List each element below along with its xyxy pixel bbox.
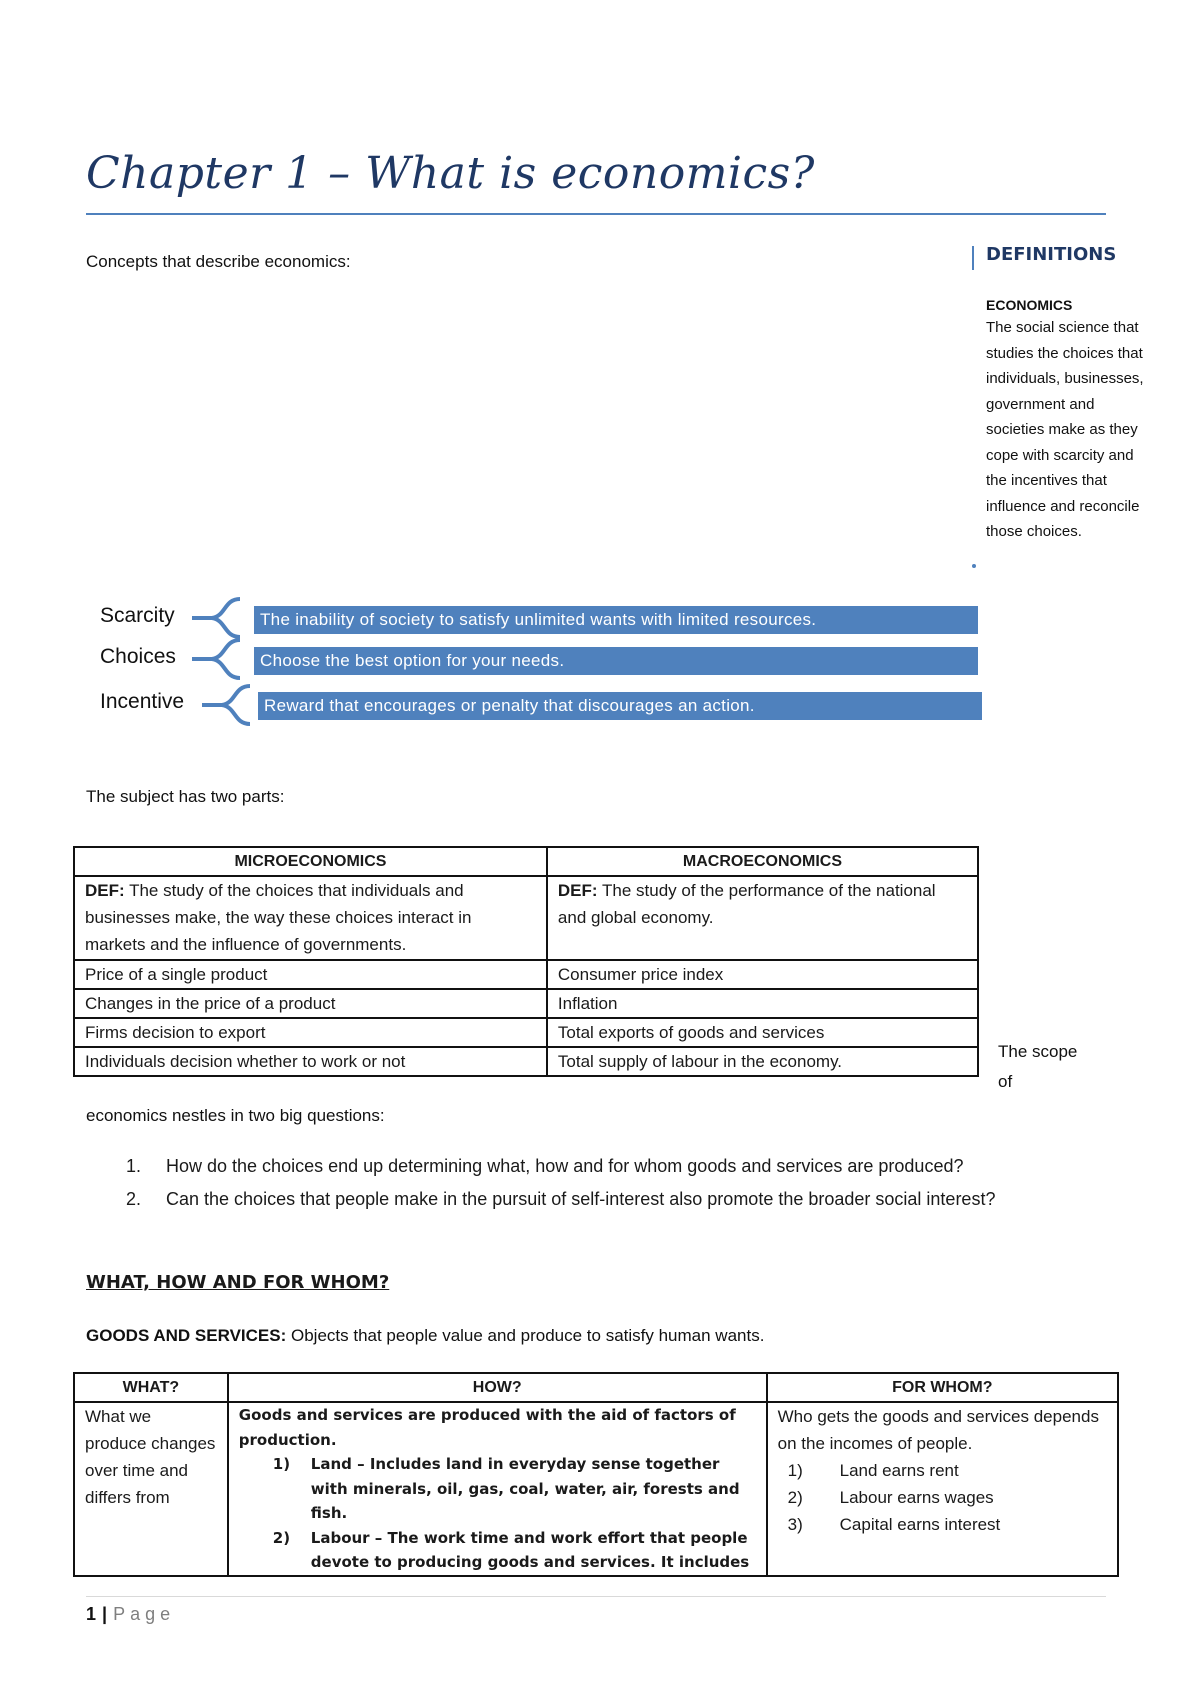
table-cell: Total supply of labour in the economy. (547, 1047, 978, 1076)
table-row (74, 1047, 978, 1076)
definition-term: ECONOMICS (986, 297, 1073, 313)
page-number: 1 (86, 1604, 97, 1624)
section-heading: WHAT, HOW AND FOR WHOM? (86, 1272, 390, 1293)
column-header: FOR WHOM? (767, 1373, 1118, 1402)
table-header-row (74, 1373, 1118, 1402)
table-row (74, 960, 978, 989)
goods-definition: GOODS AND SERVICES: Objects that people value and produce to satisfy human wants. (86, 1326, 765, 1345)
what-how-whom-table (73, 1372, 1119, 1577)
table-cell: Individuals decision whether to work or not (74, 1047, 547, 1076)
column-header: WHAT? (74, 1373, 228, 1402)
scope-fragment: The scope (998, 1042, 1078, 1061)
table-row (74, 1402, 1118, 1576)
sidebar-accent-bar (972, 246, 974, 270)
table-cell: Price of a single product (74, 960, 547, 989)
list-item: 2. Can the choices that people make in the pursuit of self-interest also promote the broader social interest? (126, 1189, 996, 1209)
concept-label-scarcity: Scarcity (100, 604, 175, 627)
table-cell: Goods and services are produced with the aid of factors of production. 1) Land – Includes land in everyday sense together with minerals, oil, gas, coal, water, air, forests and fish. 2) Labour – The work time and work effort that people devote to producing goods and services. It includes (228, 1402, 767, 1576)
table-row (74, 989, 978, 1018)
concept-definition-incentive: Reward that encourages or penalty that discourages an action. (258, 692, 982, 720)
table-cell: Firms decision to export (74, 1018, 547, 1047)
sidebar-bullet-dot (972, 564, 976, 568)
concept-definition-choices: Choose the best option for your needs. (254, 647, 978, 675)
table-header-row (74, 847, 978, 876)
table-cell: Changes in the price of a product (74, 989, 547, 1018)
list-item: 3) Capital earns interest (787, 1515, 1001, 1534)
concept-label-choices: Choices (100, 645, 176, 668)
scope-fragment: of (998, 1072, 1013, 1091)
column-header: HOW? (228, 1373, 767, 1402)
table-row (74, 876, 978, 960)
table-cell: Consumer price index (547, 960, 978, 989)
title-underline (86, 213, 1106, 215)
concepts-intro: Concepts that describe economics: (86, 252, 351, 271)
left-brace-icon (200, 683, 256, 727)
concept-definition-scarcity: The inability of society to satisfy unlimited wants with limited resources. (254, 606, 978, 634)
list-item: 1) Land earns rent (787, 1461, 959, 1480)
page-title: Chapter 1 – What is economics? (86, 148, 815, 199)
table-cell: What we produce changes over time and differs from (74, 1402, 228, 1576)
concept-label-incentive: Incentive (100, 690, 185, 713)
table-cell: Who gets the goods and services depends on the incomes of people. 1) Land earns rent 2) Labour earns wages 3) Capital earns interest (767, 1402, 1118, 1576)
list-item: 2) Labour earns wages (787, 1488, 994, 1507)
column-header: MICROECONOMICS (74, 847, 547, 876)
definitions-sidebar (986, 244, 1196, 545)
table-cell: Inflation (547, 989, 978, 1018)
table-cell: DEF: The study of the choices that individuals and businesses make, the way these choices interact in markets and the influence of governments. (74, 876, 547, 960)
table-cell: Total exports of goods and services (547, 1018, 978, 1047)
table-row (74, 1018, 978, 1047)
page-word: Page (113, 1604, 176, 1624)
two-parts-intro: The subject has two parts: (86, 787, 285, 806)
definition-text: The social science that studies the choices that individuals, businesses, government and societies make as they cope with scarcity and the incentives that influence and reconcile those choices. (986, 319, 1144, 540)
left-brace-icon (190, 637, 246, 681)
list-item: 1) Land – Includes land in everyday sense together with minerals, oil, gas, coal, water, air, forests and fish. (272, 1455, 740, 1522)
scope-line: economics nestles in two big questions: (86, 1106, 385, 1125)
column-header: MACROECONOMICS (547, 847, 978, 876)
page-footer: 1 | Page (86, 1604, 176, 1624)
sidebar-heading: DEFINITIONS (986, 244, 1117, 265)
questions-list (82, 1150, 1182, 1216)
left-brace-icon (190, 596, 246, 640)
table-cell: DEF: The study of the performance of the national and global economy. (547, 876, 978, 960)
footer-divider (86, 1596, 1106, 1597)
micro-macro-table (73, 846, 979, 1077)
list-item: 2) Labour – The work time and work effort that people devote to producing goods and services. It includes (272, 1528, 750, 1571)
list-item: 1. How do the choices end up determining what, how and for whom goods and services are produced? (126, 1156, 964, 1176)
